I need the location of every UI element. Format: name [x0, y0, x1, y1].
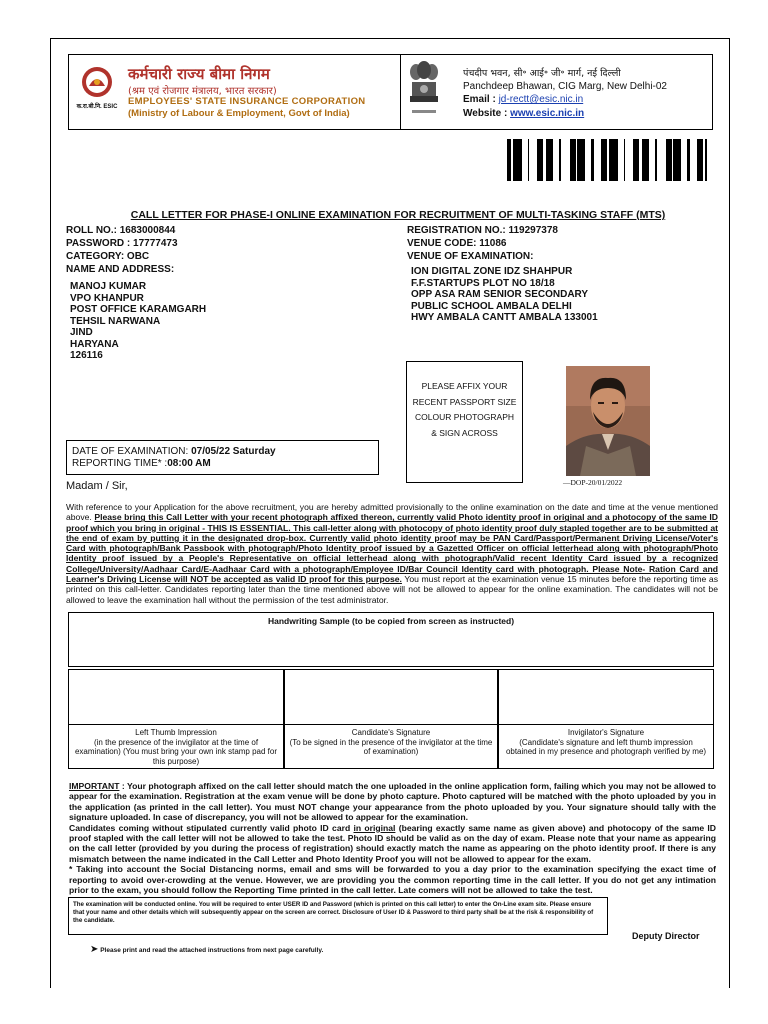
national-emblem-icon: [406, 58, 442, 124]
barcode-bar: [613, 139, 615, 181]
logo-caption: क.रा.बी.नि. ESIC: [76, 104, 118, 110]
online-exam-note: The examination will be conducted online. You will be required to enter USER ID and Password (which is printed on this call letter) to enter the On-Line exam site. Please ensure that your name and other details which will subsequently appear on the screen are correct. Disclosure of User ID & Password to third party shall be at the risk & responsibility of the candidate.: [68, 897, 608, 935]
barcode-bar: [537, 139, 540, 181]
barcode-bar: [510, 139, 511, 181]
photo-instruction-line: COLOUR PHOTOGRAPH: [414, 412, 515, 422]
handwriting-sample-box: [68, 612, 714, 667]
website-label: Website :: [463, 108, 508, 119]
important-notice: [69, 781, 716, 895]
barcode-bar: [591, 139, 594, 181]
venue-line: ION DIGITAL ZONE IDZ SHAHPUR: [411, 266, 573, 277]
reporting-time-value: 08:00 AM: [167, 457, 211, 469]
barcode-bar: [679, 139, 681, 181]
barcode-bar: [624, 139, 625, 181]
barcode-bar: [697, 139, 699, 181]
barcode-bar: [582, 139, 583, 181]
address-line: HARYANA: [70, 338, 119, 350]
candidate-signature-box: [284, 669, 498, 769]
important-label: IMPORTANT: [69, 781, 120, 791]
barcode-bar: [666, 139, 667, 181]
org-name-english: EMPLOYEES' STATE INSURANCE CORPORATION: [128, 96, 366, 107]
barcode-bar: [642, 139, 643, 181]
org-name-hindi: कर्मचारी राज्य बीमा निगम: [128, 65, 270, 83]
handwriting-title: Handwriting Sample (to be copied from screen as instructed): [267, 616, 515, 626]
venue-code: VENUE CODE: 11086: [407, 238, 507, 249]
exam-date-box: [66, 440, 379, 475]
registration-no: REGISTRATION NO.: 119297378: [407, 225, 558, 236]
arrow-icon: ➤: [90, 944, 99, 955]
para-reporting: You must report at the examination venue 15 minutes before the reporting time as printed on this call-letter. Candidates reporting later than the time mentioned above will not be allowed to appear for the online examination. The candidates will not be allowed to leave the examination hall without the permission of the test administrator.: [66, 574, 719, 605]
photo-date-caption: —DOP-20/01/2022: [563, 478, 623, 487]
barcode-bar: [648, 139, 649, 181]
barcode-bar: [667, 139, 669, 181]
barcode-bar: [570, 139, 571, 181]
barcode-bar: [517, 139, 519, 181]
barcode-bar: [673, 139, 675, 181]
address-line: JIND: [70, 327, 93, 338]
venue-line: PUBLIC SCHOOL AMBALA DELHI: [411, 300, 572, 312]
category: CATEGORY: OBC: [66, 251, 150, 262]
address-line: VPO KHANPUR: [70, 292, 144, 304]
barcode-bar: [577, 139, 579, 181]
barcode-bar: [675, 139, 678, 181]
deputy-director: Deputy Director: [632, 931, 700, 941]
venue-line: HWY AMBALA CANTT AMBALA 133001: [411, 312, 598, 323]
exam-date-label: DATE OF EXAMINATION:: [72, 446, 192, 457]
email-label: Email :: [463, 94, 496, 105]
barcode-bar: [702, 139, 703, 181]
important-text-2b: (bearing exactly same name as given above) and photocopy of the same ID proof stapled with the call letter will not be allowed to take the test. Photo ID should be valid as on the day of exam. Please note that your name as appearing on the call letter (provided by you during the process of registration) should exactly match the name as appearing on the photo identity proof. If there is any mismatch between the name indicated in the Call Letter and Photo Identity Proof you will not be allowed to appear for the exam.: [69, 822, 716, 864]
barcode-bar: [643, 139, 645, 181]
org-ministry-hindi: (श्रम एवं रोजगार मंत्रालय, भारत सरकार): [128, 86, 277, 97]
barcode-bar: [705, 139, 707, 181]
name-address-label: NAME AND ADDRESS:: [66, 264, 175, 275]
reporting-time-label: REPORTING TIME* :: [72, 457, 168, 469]
barcode-bar: [636, 139, 637, 181]
invigilator-signature-box: [498, 669, 714, 769]
instructions-paragraph: [66, 502, 718, 605]
barcode-bar: [579, 139, 582, 181]
barcode-bar: [615, 139, 618, 181]
photo-affix-box: [406, 361, 523, 483]
important-text-3: * Taking into account the Social Distancing norms, email and sms will be forwarded to you a day prior to the examination specifying the exact time of reporting to avoid over-crowding at the venue. However, we are providing you the common reporting time in the call letter. If you do not get any intimation prior to the exam, you should follow the Reporting Time printed in the call letter. Late comers will not be allowed to take the test.: [69, 864, 716, 896]
sig-desc: (in the presence of the invigilator at the time of examination) (You must bring your own ink stamp pad for this purpose): [74, 737, 278, 766]
sig-title: Candidate's Signature: [351, 728, 431, 737]
candidate-photo: [566, 366, 650, 476]
barcode-bar: [573, 139, 576, 181]
barcode-bar: [606, 139, 607, 181]
barcode-bar: [601, 139, 603, 181]
barcode-bar: [541, 139, 543, 181]
barcode-bar: [516, 139, 517, 181]
barcode-bar: [612, 139, 613, 181]
address-english: Panchdeep Bhawan, CIG Marg, New Delhi-02: [463, 81, 667, 92]
sig-desc: (To be signed in the presence of the invigilator at the time of examination): [289, 737, 493, 756]
barcode: [507, 139, 707, 181]
address-line: 126116: [70, 350, 103, 361]
sig-desc: (Candidate's signature and left thumb impression obtained in my presence and photograph verified by me): [505, 737, 707, 756]
left-thumb-box: [68, 669, 284, 769]
barcode-bar: [549, 139, 552, 181]
barcode-bar: [609, 139, 612, 181]
barcode-bar: [637, 139, 639, 181]
email-link[interactable]: jd-rectt@esic.nic.in: [498, 94, 584, 105]
venue-label: VENUE OF EXAMINATION:: [407, 251, 534, 262]
barcode-bar: [669, 139, 672, 181]
photo-instruction-line: & SIGN ACROSS: [431, 427, 498, 438]
barcode-bar: [571, 139, 573, 181]
candidate-address: [70, 281, 206, 362]
footnote: [90, 944, 323, 955]
barcode-bar: [603, 139, 606, 181]
barcode-bar: [546, 139, 547, 181]
barcode-bar: [645, 139, 648, 181]
venue-line: OPP ASA RAM SENIOR SECONDARY: [411, 289, 589, 300]
roll-no: ROLL NO.: 1683000844: [66, 225, 176, 236]
venue-address: [411, 266, 598, 324]
esic-logo-icon: [78, 64, 116, 122]
address-line: TEHSIL NARWANA: [70, 315, 161, 327]
barcode-bar: [687, 139, 690, 181]
exam-date-value: 07/05/22 Saturday: [191, 446, 276, 457]
barcode-bar: [633, 139, 636, 181]
barcode-bar: [547, 139, 549, 181]
barcode-bar: [528, 139, 529, 181]
barcode-bar: [513, 139, 516, 181]
password: PASSWORD : 17777473: [66, 238, 178, 249]
barcode-bar: [678, 139, 679, 181]
important-text-1: : Your photograph affixed on the call letter should match the one uploaded in the online application form, failing which you may not be allowed to appear for the examination. Registration at the exam venue will be done by photo capture. Photo captured will be matched with the photo uploaded by you in the application (as printed in the call letter). You must NOT change your appearance from the photo uploaded by you. Your signature should tally with the signature uploaded. In case of discrepancy, you will not be allowed to appear for the examination.: [69, 781, 716, 823]
org-ministry-english: (Ministry of Labour & Employment, Govt of India): [128, 108, 350, 119]
photo-instruction-line: RECENT PASSPORT SIZE: [412, 396, 517, 407]
barcode-bar: [507, 139, 510, 181]
barcode-bar: [540, 139, 541, 181]
photo-instruction-line: PLEASE AFFIX YOUR: [421, 381, 508, 391]
important-text-2u: in original: [353, 822, 396, 833]
barcode-bar: [559, 139, 561, 181]
salutation: Madam / Sir,: [66, 480, 128, 492]
sig-title: Left Thumb Impression: [135, 728, 217, 737]
barcode-bar: [552, 139, 553, 181]
address-line: POST OFFICE KARAMGARH: [70, 304, 207, 315]
sig-title: Invigilator's Signature: [567, 728, 645, 737]
call-letter-title: CALL LETTER FOR PHASE-I ONLINE EXAMINATION FOR RECRUITMENT OF MULTI-TASKING STAFF (MTS): [130, 209, 666, 221]
venue-line: F.F.STARTUPS PLOT NO 18/18: [411, 277, 555, 289]
para-intro: With reference to your Application for the above recruitment, you are hereby admitted provisionally to the online examination on the date and time at the venue mentioned above.: [66, 502, 718, 523]
footnote-text: Please print and read the attached instructions from next page carefully.: [100, 947, 324, 954]
website-link[interactable]: www.esic.nic.in: [510, 108, 585, 119]
barcode-bar: [583, 139, 585, 181]
barcode-bar: [699, 139, 702, 181]
important-text-2a: Candidates coming without stipulated currently valid photo ID card: [69, 822, 354, 833]
address-hindi: पंचदीप भवन, सी॰ आई॰ जी॰ मार्ग, नई दिल्ली: [463, 68, 621, 79]
para-essential: Please bring this Call Letter with your recent photograph affixed thereon, currently valid Photo identity proof in original and a photocopy of the same ID proof which you bring in original - THIS IS ESSENTIAL. This call-letter along with photocopy of photo identity proof duly stapled together are to be submitted at the end of exam by putting it in the designated drop-box. Currently valid photo identity proof may be PAN Card/Passport/Permanent Driving License/Voter's Card with photograph/Bank Passbook with photograph/Photo Identity proof issued by a Gazetted Officer on official letterhead along with photograph/Photo Identity proof issued by a People's Representative on official letterhead along with photograph/Valid recent Identity Card issued by a recognized College/University/Aadhaar Card/E-Aadhaar Card with a photograph/Employee ID/Bar Council Identity card with photograph. Please Note- Ration Card and Learner's Driving License will NOT be accepted as valid ID proof for this purpose.: [66, 512, 718, 585]
header-divider: [400, 54, 401, 130]
barcode-bar: [519, 139, 522, 181]
address-line: MANOJ KUMAR: [70, 281, 147, 292]
barcode-bar: [655, 139, 657, 181]
